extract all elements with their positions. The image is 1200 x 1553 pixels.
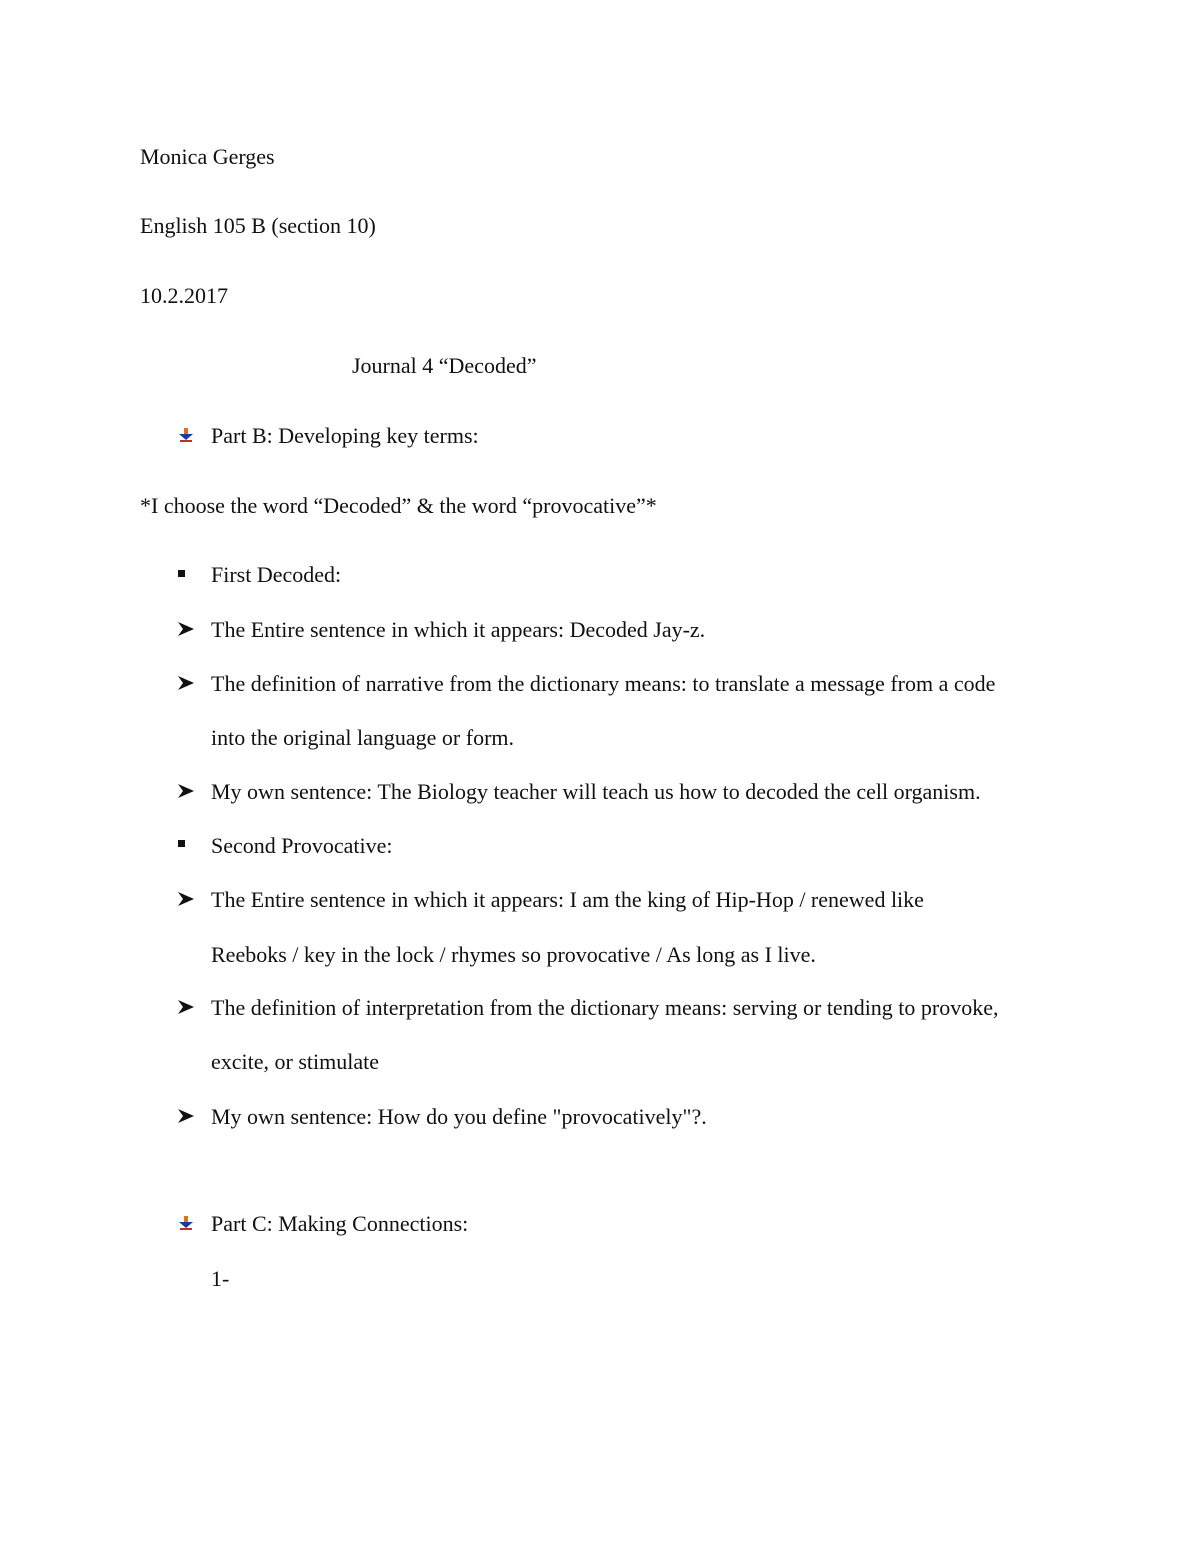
arrowhead-bullet-icon: [177, 1108, 195, 1124]
second-sentence-line1: The Entire sentence in which it appears: I am the king of Hip-Hop / renewed like: [211, 887, 924, 912]
arrowhead-bullet-icon: [177, 999, 195, 1015]
down-arrow-icon: [178, 1215, 194, 1231]
arrowhead-bullet-icon: [177, 621, 195, 637]
part-c-item-1: 1-: [211, 1266, 230, 1291]
part-c-heading: Part C: Making Connections:: [211, 1211, 469, 1236]
first-definition-line1: The definition of narrative from the dictionary means: to translate a message from a code: [211, 671, 996, 696]
part-b-intro: *I choose the word “Decoded” & the word “provocative”*: [140, 493, 657, 518]
second-own-sentence: My own sentence: How do you define "provocatively"?.: [211, 1104, 707, 1129]
arrowhead-bullet-icon: [177, 891, 195, 907]
first-definition-line2: into the original language or form.: [211, 725, 515, 750]
date-line: 10.2.2017: [140, 283, 228, 308]
second-definition-line2: excite, or stimulate: [211, 1049, 379, 1074]
author-name: Monica Gerges: [140, 144, 275, 169]
first-sentence: The Entire sentence in which it appears: Decoded Jay-z.: [211, 617, 706, 642]
course-line: English 105 B (section 10): [140, 213, 376, 238]
second-heading: Second Provocative:: [211, 833, 393, 858]
page-title: Journal 4 “Decoded”: [352, 353, 537, 378]
first-heading: First Decoded:: [211, 562, 342, 587]
part-b-heading: Part B: Developing key terms:: [211, 423, 479, 448]
first-own-sentence: My own sentence: The Biology teacher will teach us how to decoded the cell organism.: [211, 779, 981, 804]
arrowhead-bullet-icon: [177, 783, 195, 799]
square-bullet-icon: [178, 570, 185, 577]
arrowhead-bullet-icon: [177, 675, 195, 691]
second-sentence-line2: Reeboks / key in the lock / rhymes so provocative / As long as I live.: [211, 942, 816, 967]
second-definition-line1: The definition of interpretation from the dictionary means: serving or tending to provoke,: [211, 995, 999, 1020]
square-bullet-icon: [178, 840, 185, 847]
down-arrow-icon: [178, 427, 194, 443]
